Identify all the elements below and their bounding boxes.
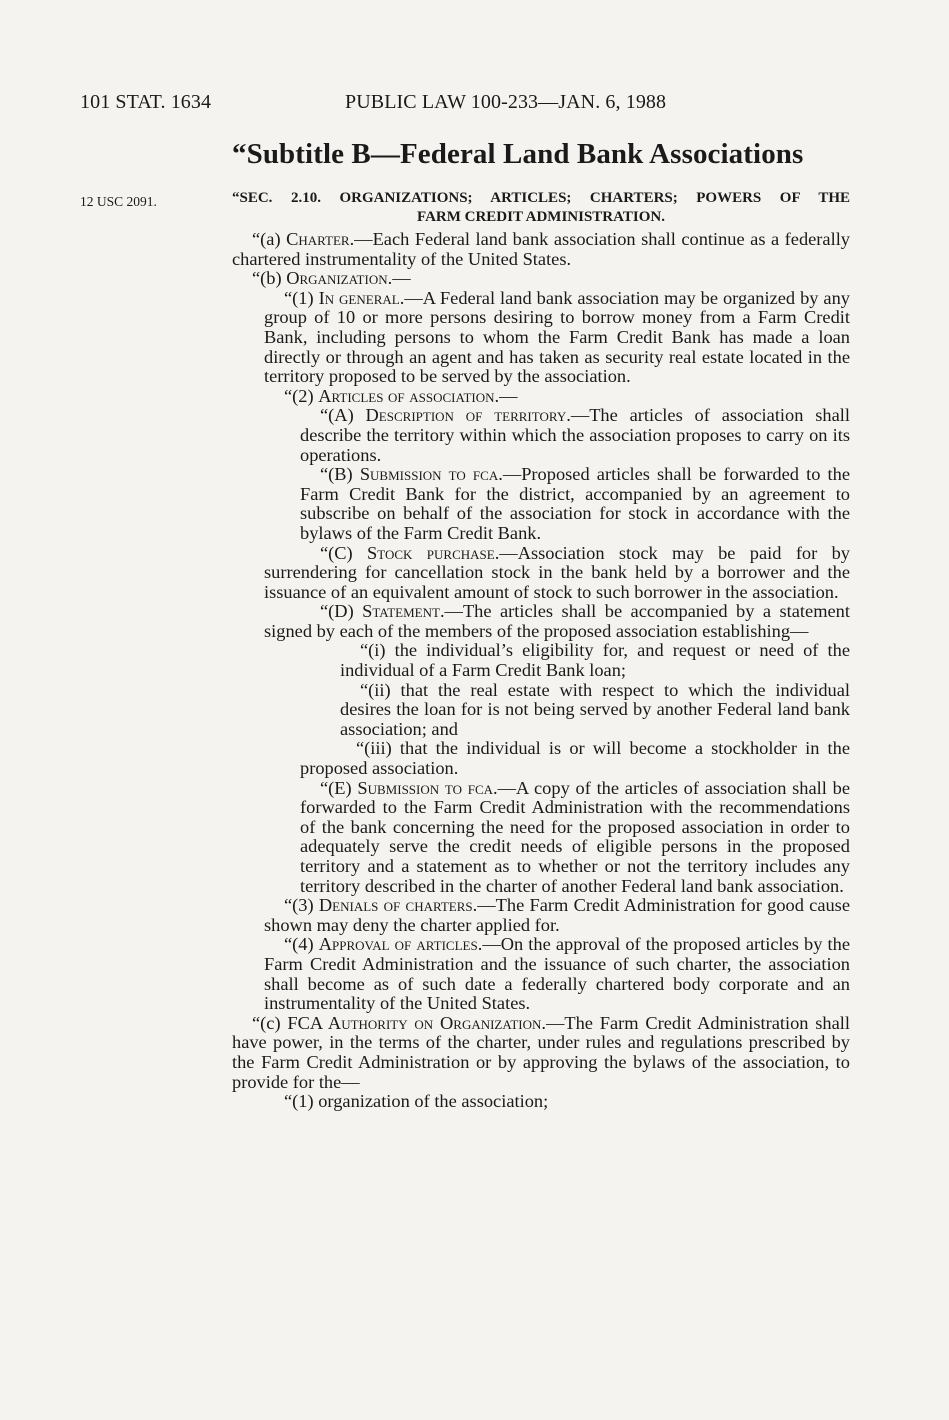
- paragraph-b3: “(3) Denials of charters.—The Farm Credit Administration for good cause shown may deny the charter applied for.: [264, 895, 851, 935]
- subtitle-heading: “Subtitle B—Federal Land Bank Associations: [232, 138, 804, 170]
- paragraph-caption: Approval of articles.: [318, 934, 483, 955]
- paragraph-b4: “(4) Approval of articles.—On the approval of the proposed articles by the Farm Credit Administration and the issuance of such charter, the association shall become as of such date a federally chartered body corporate and an instrumentality of the United States.: [264, 934, 850, 1014]
- paragraph-caption: Submission to fca.: [357, 777, 498, 798]
- paragraph-c1: “(1) organization of the association;: [284, 1091, 549, 1112]
- paragraph-b2: “(2) Articles of association.—: [284, 385, 518, 406]
- paragraph-b2Diii: “(iii) that the individual is or will become a stockholder in the proposed association.: [300, 738, 851, 779]
- paragraph-caption: Denials of charters.: [318, 895, 478, 916]
- paragraph-b2A: “(A) Description of territory.—The articles of association shall describe the territory within which the association proposes to carry on its operations.: [300, 405, 850, 465]
- paragraph-b1: “(1) In general.—A Federal land bank association may be organized by any group of 10 or more persons desiring to borrow money from a Farm Credit Bank, including persons to whom the Farm Credit Bank has made a loan directly or through an agent and has taken as security real estate located in the territory proposed to be served by the association.: [264, 287, 850, 387]
- paragraph-caption: Articles of association.: [318, 385, 500, 406]
- paragraph-b2B: “(B) Submission to fca.—Proposed articles shall be forwarded to the Farm Credit Bank for the district, accompanied by an agreement to subscribe on behalf of the association for stock in accordance with the bylaws of the Farm Credit Bank.: [300, 464, 850, 543]
- section-heading-line2: FARM CREDIT ADMINISTRATION.: [417, 209, 665, 225]
- paragraph-b2Di: “(i) the individual’s eligibility for, and request or need of the individual of a Farm Credit Bank loan;: [340, 640, 850, 681]
- paragraph-a: “(a) Charter.—Each Federal land bank association shall continue as a federally chartered instrumentality of the United States.: [232, 229, 850, 269]
- paragraph-caption: Statement.: [362, 601, 445, 622]
- paragraph-b: “(b) Organization.—: [252, 268, 411, 289]
- paragraph-c: “(c) FCA Authority on Organization.—The Farm Credit Administration shall have power, in the terms of the charter, under rules and regulations prescribed by the Farm Credit Administration or by approving the bylaws of the association, to provide for the—: [232, 1012, 851, 1092]
- section-heading: [232, 189, 850, 227]
- page-citation: 101 STAT. 1634: [80, 91, 212, 113]
- paragraph-caption: In general.: [318, 287, 405, 308]
- paragraph-b2C: “(C) Stock purchase.—Association stock may be paid for by surrendering for cancellation stock in the bank held by a borrower and the issuance of an equivalent amount of stock to such borrower in the association.: [264, 542, 851, 602]
- margin-note: 12 USC 2091.: [80, 194, 157, 209]
- paragraph-caption: Stock purchase.: [367, 542, 500, 563]
- paragraph-b2D: “(D) Statement.—The articles shall be accompanied by a statement signed by each of the members of the proposed association establishing—: [264, 601, 850, 641]
- paragraph-caption: FCA Authority on Organization.: [287, 1012, 546, 1033]
- section-body: [0, 230, 949, 1112]
- paragraph-b2E: “(E) Submission to fca.—A copy of the articles of association shall be forwarded to the Farm Credit Administration with the recommendations of the bank concerning the need for the proposed association in order to adequately serve the credit needs of eligible persons in the proposed territory and a statement as to whether or not the territory includes any territory described in the charter of another Federal land bank association.: [300, 777, 850, 896]
- paragraph-caption: Submission to fca.: [359, 464, 503, 485]
- section-heading-line1: “SEC. 2.10. ORGANIZATIONS; ARTICLES; CHARTERS; POWERS OF THE: [232, 190, 850, 206]
- paragraph-caption: Charter.: [286, 229, 355, 249]
- paragraph-caption: Organization.: [286, 268, 393, 289]
- paragraph-b2Dii: “(ii) that the real estate with respect to which the individual desires the loan for is not being served by another Federal land bank association; and: [340, 679, 850, 739]
- paragraph-caption: Description of territory.: [365, 405, 571, 426]
- running-header: PUBLIC LAW 100-233—JAN. 6, 1988: [345, 91, 667, 113]
